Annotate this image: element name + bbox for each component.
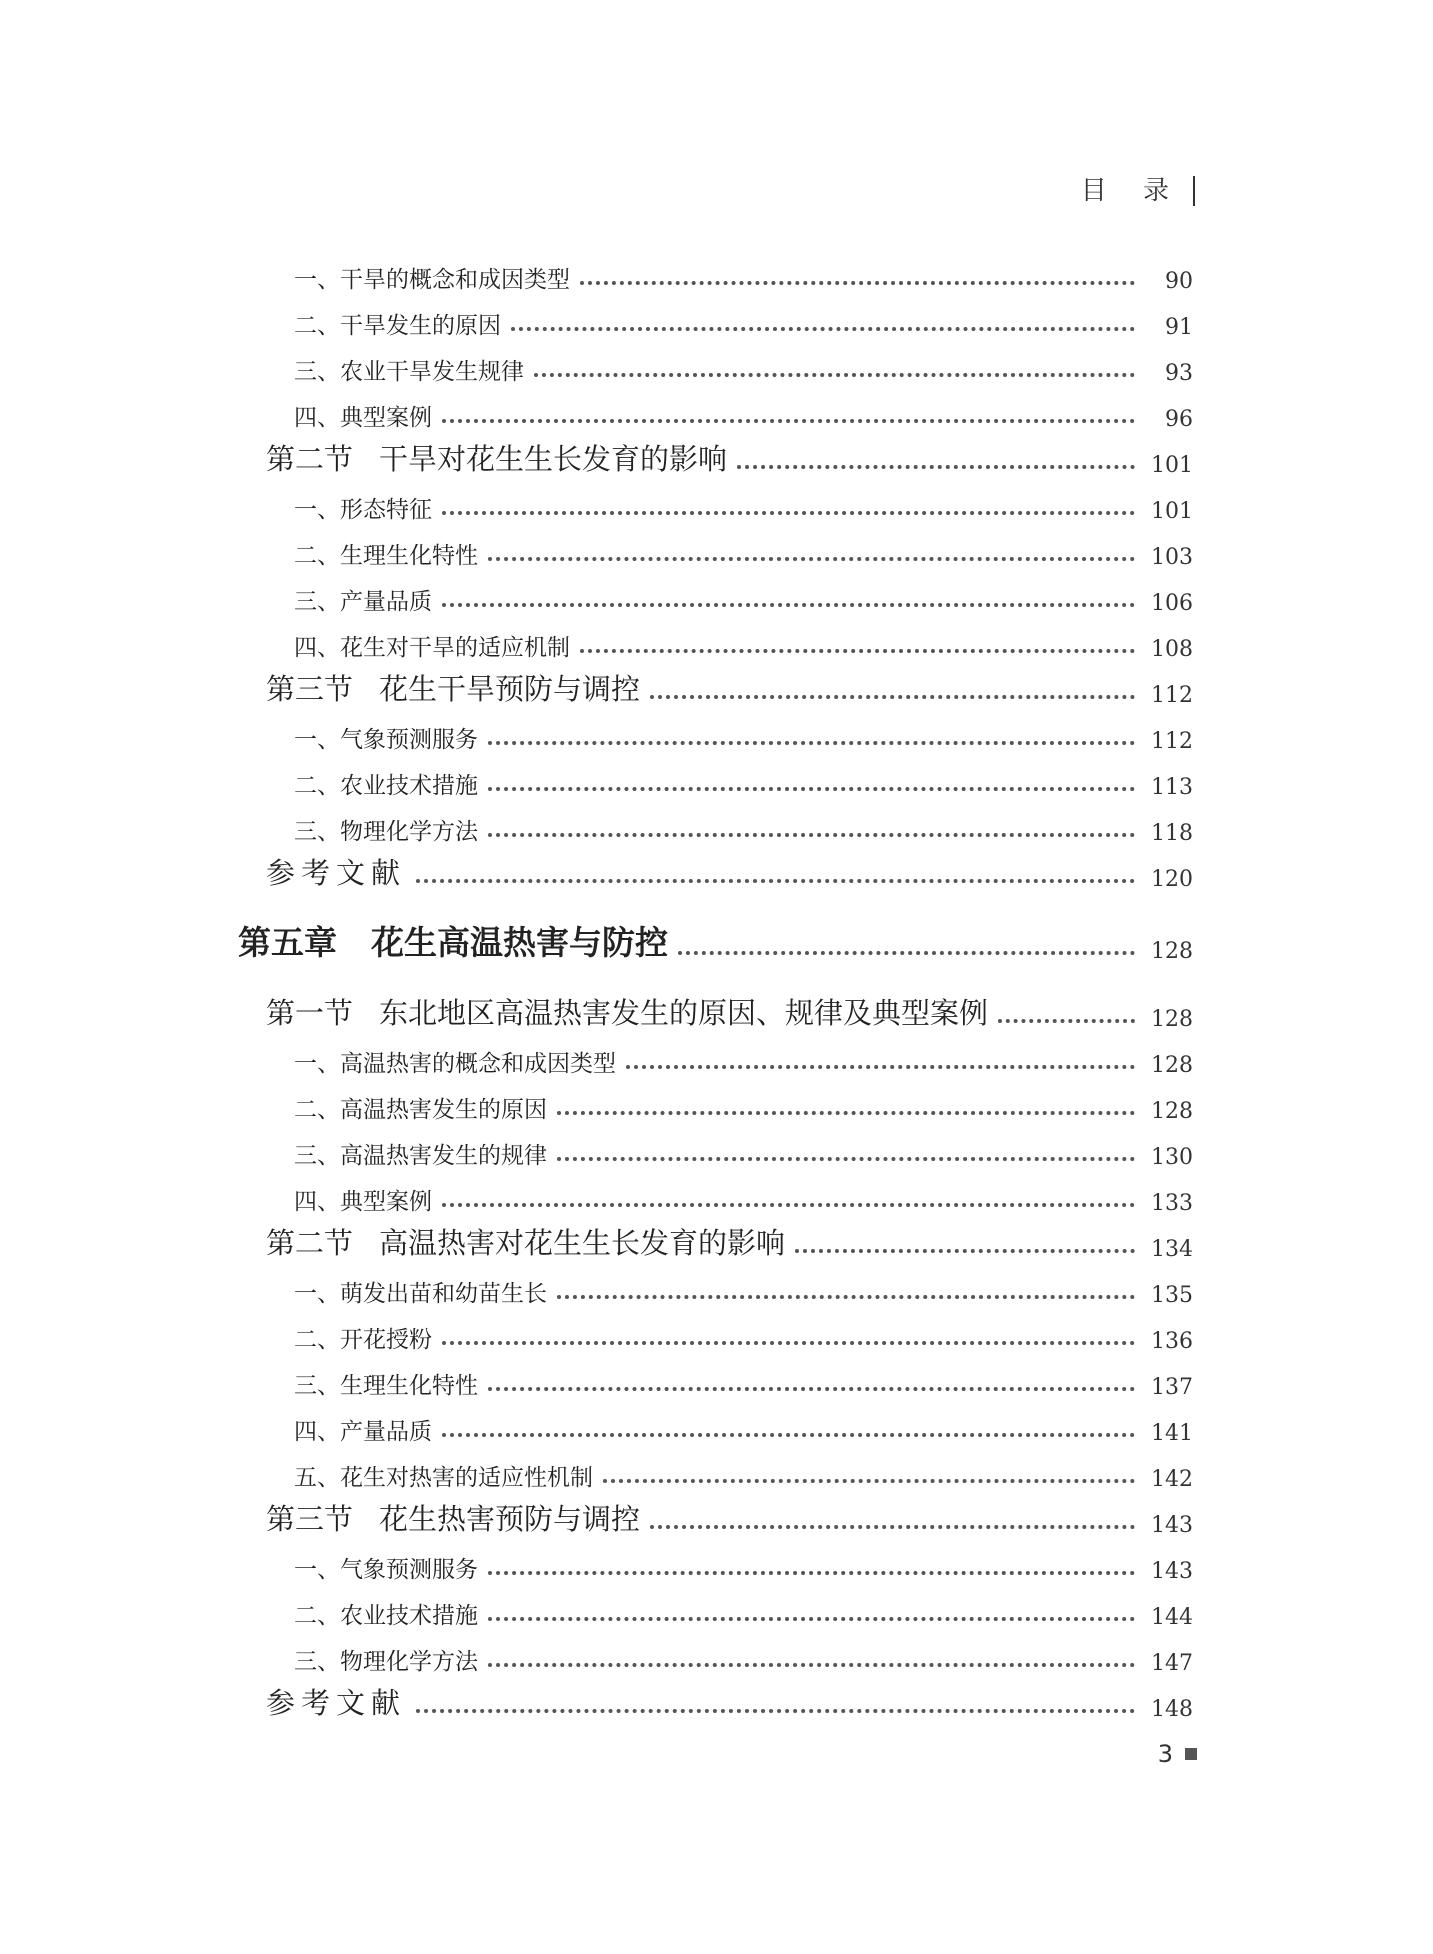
- toc-entry-item: [0, 754, 1193, 800]
- toc-entry-item: [0, 1308, 1193, 1354]
- toc-entry-item: [0, 570, 1193, 616]
- toc-entry-page: 144: [1151, 1605, 1193, 1630]
- toc-entry-page: 141: [1151, 1421, 1193, 1446]
- toc-entry-page: 93: [1165, 361, 1193, 386]
- toc-entry-item: [0, 1078, 1193, 1124]
- toc-entry-title: 花生干旱预防与调控: [379, 672, 641, 706]
- toc-entry-label: [0, 1597, 478, 1630]
- dot-leader: [678, 951, 1135, 955]
- toc-entry-page: 112: [1151, 729, 1193, 754]
- page-number: 3: [1157, 1740, 1173, 1768]
- toc-entry-title: 三、高温热害发生的规律: [294, 1143, 547, 1169]
- toc-entry-page: 143: [1151, 1559, 1193, 1584]
- toc-entry-number: 第三节: [266, 1502, 354, 1536]
- toc-entry-title: 三、农业干旱发生规律: [294, 359, 524, 385]
- toc-entry-title: 四、产量品质: [294, 1419, 432, 1445]
- toc-entry-page: 148: [1151, 1697, 1193, 1722]
- dot-leader: [488, 557, 1135, 561]
- toc-entry-page: 118: [1151, 821, 1193, 846]
- dot-leader: [511, 327, 1135, 331]
- toc-entry-title: 二、生理生化特性: [294, 543, 478, 569]
- dot-leader: [488, 1617, 1135, 1621]
- toc-entry-page: 137: [1151, 1375, 1193, 1400]
- toc-entry-title: 花生热害预防与调控: [379, 1502, 641, 1536]
- toc-entry-item: [0, 340, 1193, 386]
- toc-entry-item: [0, 1446, 1193, 1492]
- toc-entry-page: 108: [1151, 637, 1193, 662]
- toc-entry-item: [0, 800, 1193, 846]
- toc-entry-title: 二、干旱发生的原因: [294, 313, 501, 339]
- dot-leader: [442, 1203, 1135, 1207]
- toc-entry-section: [0, 986, 1193, 1032]
- dot-leader: [998, 1019, 1135, 1023]
- toc-entry-label: [0, 767, 478, 800]
- dot-leader: [580, 281, 1135, 285]
- toc-entry-title: 参考文献: [266, 856, 407, 890]
- toc-entry-label: [0, 991, 988, 1032]
- toc-entry-page: 128: [1151, 939, 1193, 964]
- dot-leader: [795, 1249, 1135, 1253]
- toc-entry-label: [0, 629, 570, 662]
- toc-entry-label: [0, 537, 478, 570]
- dot-leader: [488, 1663, 1135, 1667]
- toc-entry-title: 一、形态特征: [294, 497, 432, 523]
- page-footer: [1158, 1740, 1197, 1768]
- toc-entry-title: 参考文献: [266, 1686, 407, 1720]
- toc-entry-title: 三、物理化学方法: [294, 819, 478, 845]
- dot-leader: [737, 465, 1135, 469]
- toc-entry-label: [0, 1681, 406, 1722]
- toc-entry-item: [0, 524, 1193, 570]
- toc-entry-title: 四、典型案例: [294, 1189, 432, 1215]
- toc-entry-page: 96: [1165, 407, 1193, 432]
- toc-entry-item: [0, 1170, 1193, 1216]
- toc-entry-label: [0, 851, 406, 892]
- running-header: 目 录: [1081, 176, 1195, 206]
- toc-entry-label: [0, 721, 478, 754]
- toc-entry-title: 四、典型案例: [294, 405, 432, 431]
- toc-entry-page: 147: [1151, 1651, 1193, 1676]
- toc-entry-title: 二、农业技术措施: [294, 773, 478, 799]
- toc-entry-item: [0, 294, 1193, 340]
- toc-entry-page: 91: [1165, 315, 1193, 340]
- toc-entry-title: 一、干旱的概念和成因类型: [294, 267, 570, 293]
- toc-entry-title: 一、气象预测服务: [294, 1557, 478, 1583]
- toc-entry-label: [0, 1643, 478, 1676]
- toc-entry-number: 第二节: [266, 1226, 354, 1260]
- toc-entry-number: 第二节: [266, 442, 354, 476]
- dot-leader: [442, 603, 1135, 607]
- toc-entry-item: [0, 1584, 1193, 1630]
- toc-entry-number: 第五章: [238, 923, 337, 962]
- toc-entry-item: [0, 1124, 1193, 1170]
- toc-entry-page: 136: [1151, 1329, 1193, 1354]
- toc-entry-label: [0, 353, 524, 386]
- toc-entry-label: [0, 1321, 432, 1354]
- toc-entry-title: 高温热害对花生生长发育的影响: [379, 1226, 786, 1260]
- dot-leader: [580, 649, 1135, 653]
- toc-entry-item: [0, 478, 1193, 524]
- toc-entry-section: [0, 1676, 1193, 1722]
- dot-leader: [416, 1709, 1135, 1713]
- toc-entry-page: 133: [1151, 1191, 1193, 1216]
- toc-entry-page: 101: [1151, 499, 1193, 524]
- dot-leader: [488, 787, 1135, 791]
- dot-leader: [488, 833, 1135, 837]
- toc-entry-label: [0, 1497, 640, 1538]
- dot-leader: [416, 879, 1135, 883]
- toc-entry-label: [0, 1413, 432, 1446]
- toc-entry-label: [0, 1137, 547, 1170]
- dot-leader: [442, 511, 1135, 515]
- toc-entry-section: [0, 1492, 1193, 1538]
- toc-entry-page: 90: [1165, 269, 1193, 294]
- dot-leader: [557, 1157, 1135, 1161]
- toc-entry-label: [0, 399, 432, 432]
- toc-entry-page: 134: [1151, 1237, 1193, 1262]
- toc-entry-number: 第一节: [266, 996, 354, 1030]
- toc-entry-item: [0, 1032, 1193, 1078]
- toc-entry-item: [0, 708, 1193, 754]
- dot-leader: [488, 1387, 1135, 1391]
- square-icon: [1185, 1748, 1197, 1760]
- toc-entry-label: [0, 813, 478, 846]
- dot-leader: [557, 1295, 1135, 1299]
- toc-entry-page: 113: [1151, 775, 1193, 800]
- toc-entry-page: 142: [1151, 1467, 1193, 1492]
- toc-entry-title: 四、花生对干旱的适应机制: [294, 635, 570, 661]
- dot-leader: [488, 741, 1135, 745]
- toc-entry-section: [0, 1216, 1193, 1262]
- toc-entry-label: [0, 437, 727, 478]
- toc-entry-label: [0, 917, 668, 964]
- toc-entry-label: [0, 261, 570, 294]
- dot-leader: [488, 1571, 1135, 1575]
- toc-entry-label: [0, 1183, 432, 1216]
- toc-entry-title: 三、产量品质: [294, 589, 432, 615]
- toc-entry-item: [0, 248, 1193, 294]
- toc-entry-title: 三、物理化学方法: [294, 1649, 478, 1675]
- toc-entry-section: [0, 662, 1193, 708]
- toc-entry-label: [0, 1045, 616, 1078]
- toc-entry-item: [0, 1400, 1193, 1446]
- toc-entry-label: [0, 1221, 785, 1262]
- toc-entry-label: [0, 491, 432, 524]
- toc-entry-page: 101: [1151, 453, 1193, 478]
- toc-entry-page: 135: [1151, 1283, 1193, 1308]
- toc-entry-title: 东北地区高温热害发生的原因、规律及典型案例: [379, 996, 989, 1030]
- toc-entry-item: [0, 1354, 1193, 1400]
- toc-entry-chapter: [0, 918, 1193, 964]
- toc-entry-item: [0, 386, 1193, 432]
- toc-entry-title: 一、萌发出苗和幼苗生长: [294, 1281, 547, 1307]
- toc-entry-label: [0, 667, 640, 708]
- dot-leader: [557, 1111, 1135, 1115]
- toc-entry-section: [0, 432, 1193, 478]
- toc-entry-label: [0, 583, 432, 616]
- toc-entry-item: [0, 1630, 1193, 1676]
- toc-entry-title: 一、高温热害的概念和成因类型: [294, 1051, 616, 1077]
- dot-leader: [626, 1065, 1135, 1069]
- toc-entry-item: [0, 1262, 1193, 1308]
- toc-entry-label: [0, 1091, 547, 1124]
- dot-leader: [442, 1341, 1135, 1345]
- toc-entry-title: 一、气象预测服务: [294, 727, 478, 753]
- toc-entry-label: [0, 307, 501, 340]
- toc-entry-title: 二、高温热害发生的原因: [294, 1097, 547, 1123]
- toc-entry-page: 106: [1151, 591, 1193, 616]
- toc-entry-title: 干旱对花生生长发育的影响: [379, 442, 728, 476]
- toc-entry-label: [0, 1367, 478, 1400]
- toc-entry-title: 二、农业技术措施: [294, 1603, 478, 1629]
- toc-entry-title: 五、花生对热害的适应性机制: [294, 1465, 593, 1491]
- toc-entry-page: 130: [1151, 1145, 1193, 1170]
- dot-leader: [534, 373, 1135, 377]
- toc-entry-number: 第三节: [266, 672, 354, 706]
- toc-entry-title: 三、生理生化特性: [294, 1373, 478, 1399]
- toc-entry-item: [0, 616, 1193, 662]
- toc-entry-label: [0, 1551, 478, 1584]
- toc-entry-section: [0, 846, 1193, 892]
- toc-entry-page: 112: [1151, 683, 1193, 708]
- toc-entry-item: [0, 1538, 1193, 1584]
- toc-entry-title: 二、开花授粉: [294, 1327, 432, 1353]
- toc-entry-label: [0, 1459, 593, 1492]
- toc-entry-page: 128: [1151, 1053, 1193, 1078]
- dot-leader: [650, 1525, 1135, 1529]
- toc-entry-label: [0, 1275, 547, 1308]
- toc-entry-page: 103: [1151, 545, 1193, 570]
- dot-leader: [603, 1479, 1135, 1483]
- toc-entry-page: 128: [1151, 1007, 1193, 1032]
- toc-entry-page: 120: [1151, 867, 1193, 892]
- toc-entry-title: 花生高温热害与防控: [371, 923, 668, 962]
- dot-leader: [650, 695, 1135, 699]
- toc-entry-page: 128: [1151, 1099, 1193, 1124]
- dot-leader: [442, 419, 1135, 423]
- toc-entry-page: 143: [1151, 1513, 1193, 1538]
- dot-leader: [442, 1433, 1135, 1437]
